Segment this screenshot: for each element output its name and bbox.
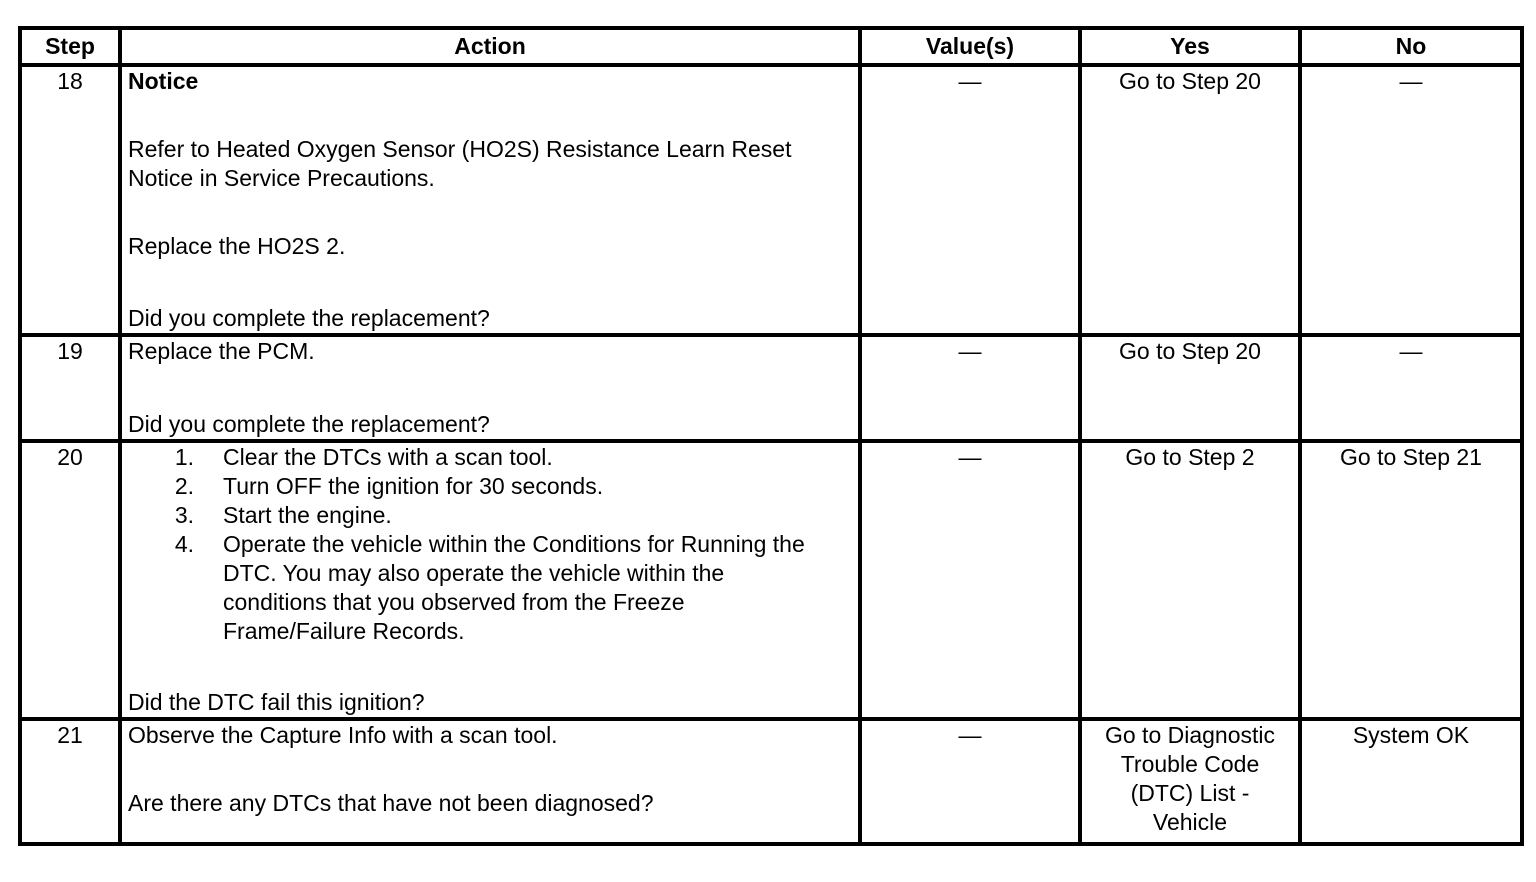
notice-text: Notice in Service Precautions. (128, 165, 435, 191)
yes-cell: Go to Step 20 (1080, 335, 1300, 441)
list-number: 4. (174, 531, 194, 557)
instruction-text: Replace the PCM. (128, 338, 315, 364)
no-cell: — (1300, 335, 1522, 441)
list-item (128, 501, 852, 530)
value-cell: — (860, 441, 1080, 719)
header-values: Value(s) (860, 28, 1080, 65)
step-number: 18 (20, 65, 120, 335)
no-cell: System OK (1300, 719, 1522, 844)
list-text: Operate the vehicle within the Conditions for Running the DTC. You may also operate the vehicle within the conditions that you observed from the Freeze Frame/Failure Records. (223, 531, 805, 644)
header-step: Step (20, 28, 120, 65)
instruction-text: Replace the HO2S 2. (128, 233, 346, 259)
header-row (20, 28, 1522, 65)
list-text: Turn OFF the ignition for 30 seconds. (223, 473, 604, 499)
list-item (128, 443, 852, 472)
list-item (128, 530, 852, 646)
header-yes: Yes (1080, 28, 1300, 65)
yes-cell: Go to Step 20 (1080, 65, 1300, 335)
numbered-steps (128, 443, 852, 646)
value-cell: — (860, 65, 1080, 335)
question-text: Did you complete the replacement? (128, 305, 490, 331)
notice-text: Refer to Heated Oxygen Sensor (HO2S) Resistance Learn Reset (128, 136, 792, 162)
question-text: Did the DTC fail this ignition? (128, 689, 425, 715)
list-number: 1. (174, 444, 194, 470)
table-row (20, 719, 1522, 844)
value-cell: — (860, 335, 1080, 441)
header-no: No (1300, 28, 1522, 65)
action-cell (120, 65, 860, 335)
action-cell (120, 335, 860, 441)
table-row (20, 65, 1522, 335)
table-row (20, 335, 1522, 441)
instruction-text: Observe the Capture Info with a scan tool. (128, 722, 558, 748)
list-item (128, 472, 852, 501)
value-cell: — (860, 719, 1080, 844)
notice-title: Notice (128, 68, 199, 94)
list-text: Clear the DTCs with a scan tool. (223, 444, 553, 470)
list-number: 2. (174, 473, 194, 499)
step-number: 19 (20, 335, 120, 441)
action-cell (120, 719, 860, 844)
question-text: Are there any DTCs that have not been diagnosed? (128, 790, 654, 816)
diagnostic-table (18, 26, 1524, 846)
list-number: 3. (174, 502, 194, 528)
action-cell (120, 441, 860, 719)
yes-cell: Go to Step 2 (1080, 441, 1300, 719)
table-row (20, 441, 1522, 719)
header-action: Action (120, 28, 860, 65)
question-text: Did you complete the replacement? (128, 411, 490, 437)
step-number: 20 (20, 441, 120, 719)
yes-cell: Go to Diagnostic Trouble Code (DTC) List - Vehicle (1080, 719, 1300, 844)
step-number: 21 (20, 719, 120, 844)
list-text: Start the engine. (223, 502, 392, 528)
no-cell: — (1300, 65, 1522, 335)
no-cell: Go to Step 21 (1300, 441, 1522, 719)
